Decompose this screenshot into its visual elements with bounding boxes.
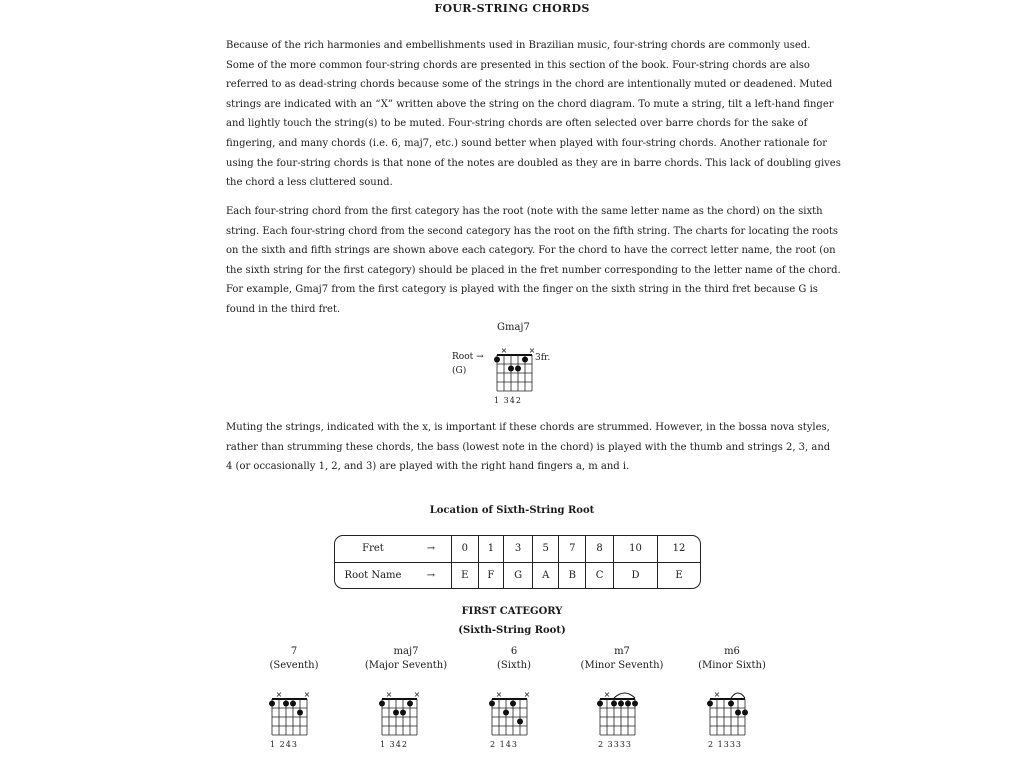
table-cell: 1	[478, 536, 504, 562]
text-line: referred to as dead-string chords because some of the strings in the chord are intentionally muted or deadened. Muted	[226, 79, 833, 91]
finger-dot	[297, 710, 303, 716]
arrow-icon: →	[426, 569, 436, 581]
barre-arc	[614, 693, 635, 698]
table-cell: 7	[559, 536, 586, 562]
mute-mark: ×	[523, 690, 531, 699]
text-line: Muting the strings, indicated with the x, is important if these chords are strummed. However, in the bossa nova styles,	[226, 422, 830, 433]
chord-description: (Sixth)	[497, 660, 531, 671]
finger-dot	[269, 701, 275, 707]
page-title: FOUR-STRING CHORDS	[434, 2, 590, 15]
table-cell: 10	[613, 536, 657, 562]
chord-description: (Major Seventh)	[364, 660, 448, 671]
text-line: 4 (or occasionally 1, 2, and 3) are played with the right hand fingers a, m and i.	[226, 461, 630, 473]
mute-mark: ×	[713, 690, 721, 699]
row-label-fret: Fret	[335, 536, 411, 562]
finger-dot	[597, 701, 603, 707]
mute-mark: ×	[528, 346, 536, 355]
finger-dot	[632, 701, 638, 707]
table-cell: 8	[586, 536, 614, 562]
chord-name: maj7	[393, 646, 419, 657]
table-cell: G	[504, 562, 533, 588]
chord-description: (Minor Sixth)	[698, 660, 766, 671]
chord-name: 6	[510, 646, 518, 657]
finger-dot	[400, 710, 406, 716]
category-title: FIRST CATEGORY	[461, 606, 563, 617]
table-cell: 5	[533, 536, 559, 562]
root-note-label: (G)	[452, 366, 467, 376]
fingering-label: 2 143	[490, 740, 518, 749]
text-line: found in the third fret.	[226, 303, 341, 315]
fingering-label: 1 342	[494, 396, 522, 405]
text-line: string. Each four-string chord from the second category has the root on the fifth string. The charts for locating the roots	[226, 225, 839, 237]
fingering-label: 1 243	[270, 740, 298, 749]
table-cell: B	[559, 562, 586, 588]
text-line: fingering, and many chords (i.e. 6, maj7, etc.) sound better when played with four-string chords. Another rationale for	[226, 137, 828, 149]
fingering-label: 1 342	[380, 740, 408, 749]
mute-mark: ×	[385, 690, 393, 699]
finger-dot	[489, 701, 495, 707]
text-line: using the four-string chords is that none of the notes are doubled as they are in barre chords. This lack of doubling gives	[226, 157, 841, 169]
finger-dot	[611, 701, 617, 707]
finger-dot	[522, 357, 528, 363]
finger-dot	[515, 366, 521, 372]
fret-position-label: 3fr.	[535, 353, 551, 363]
finger-dot	[407, 701, 413, 707]
chord-name: m6	[724, 646, 740, 657]
finger-dot	[379, 701, 385, 707]
text-line: rather than strumming these chords, the bass (lowest note in the chord) is played with the thumb and strings 2, 3, and	[226, 441, 831, 453]
finger-dot	[625, 701, 631, 707]
mute-mark: ×	[603, 690, 611, 699]
text-line: Because of the rich harmonies and embellishments used in Brazilian music, four-string chords are commonly used.	[226, 40, 811, 51]
mute-mark: ×	[495, 690, 503, 699]
text-line: on the sixth and fifth strings are shown above each category. For the chord to have the correct letter name, the root (on	[226, 245, 836, 257]
text-line: Some of the more common four-string chords are presented in this section of the book. Four-string chords are also	[226, 59, 810, 71]
arrow-icon: →	[411, 536, 452, 562]
row-label-root-name: Root Name	[344, 569, 402, 581]
table-cell: A	[533, 562, 559, 588]
table-cell: D	[613, 562, 657, 588]
finger-dot	[290, 701, 296, 707]
text-line: the sixth string for the first category) should be placed in the fret number corresponding to the letter name of the chord.	[226, 264, 841, 276]
finger-dot	[742, 710, 748, 716]
chord-description: (Minor Seventh)	[580, 660, 664, 671]
finger-dot	[510, 701, 516, 707]
table-cell: F	[478, 562, 504, 588]
finger-dot	[393, 710, 399, 716]
chord-description: (Seventh)	[269, 660, 319, 671]
root-label: Root →	[452, 352, 484, 362]
text-line: strings are indicated with an “X” written above the string on the chord diagram. To mute a string, tilt a left-hand finger	[226, 98, 834, 110]
finger-dot	[508, 366, 514, 372]
finger-dot	[735, 710, 741, 716]
category-subtitle: (Sixth-String Root)	[458, 625, 566, 636]
table-cell: E	[658, 562, 700, 588]
chord-name: 7	[290, 646, 298, 657]
barre-arc	[731, 693, 745, 698]
table-cell: 0	[452, 536, 479, 562]
mute-mark: ×	[500, 346, 508, 355]
finger-dot	[707, 701, 713, 707]
mute-mark: ×	[275, 690, 283, 699]
table-cell: E	[452, 562, 479, 588]
mute-mark: ×	[303, 690, 311, 699]
finger-dot	[503, 710, 509, 716]
mute-mark: ×	[413, 690, 421, 699]
example-chord-name: Gmaj7	[497, 322, 530, 333]
finger-dot	[283, 701, 289, 707]
chord-name: m7	[614, 646, 630, 657]
table-cell: C	[586, 562, 614, 588]
text-line: the chord a less cluttered sound.	[226, 177, 393, 189]
finger-dot	[517, 719, 523, 725]
fingering-label: 2 1333	[708, 740, 742, 749]
finger-dot	[728, 701, 734, 707]
root-table-title: Location of Sixth-String Root	[429, 505, 595, 516]
finger-dot	[494, 357, 500, 363]
table-cell: 3	[504, 536, 533, 562]
text-line: For example, Gmaj7 from the first category is played with the finger on the sixth string in the third fret because G is	[226, 284, 818, 296]
text-line: and lightly touch the string(s) to be muted. Four-string chords are often selected over barre chords for the sake of	[226, 118, 808, 130]
fingering-label: 2 3333	[598, 740, 632, 749]
table-cell: 12	[658, 536, 700, 562]
finger-dot	[618, 701, 624, 707]
text-line: Each four-string chord from the first category has the root (note with the same letter name as the chord) on the sixth	[226, 206, 823, 217]
